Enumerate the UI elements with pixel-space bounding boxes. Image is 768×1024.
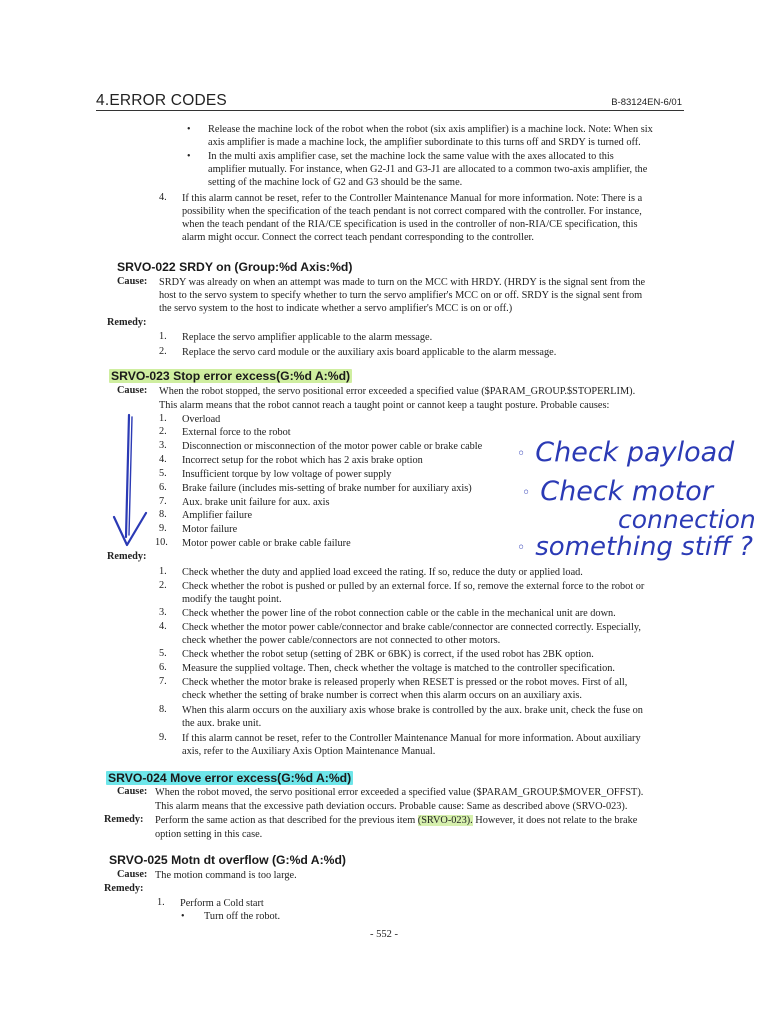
srvo-023-remedy-2-line-1: Check whether the robot is pushed or pulled by an external force. If so, remove the external force to the robot or: [182, 581, 645, 592]
remedy-label: Remedy:: [104, 814, 144, 825]
srvo-022-remedy-1: Replace the servo amplifier applicable to the alarm message.: [182, 332, 433, 343]
srvo-023-remedy-9-line-1: If this alarm cannot be reset, refer to the Controller Maintenance Manual for more information. About auxiliary: [182, 733, 641, 744]
bullet-icon: •: [187, 151, 191, 162]
probable-cause-10: Motor power cable or brake cable failure: [182, 538, 351, 549]
srvo-023-remedy-8-line-2: the aux. brake unit.: [182, 718, 262, 729]
srvo-025-heading: SRVO-025 Motn dt overflow (G:%d A:%d): [109, 853, 346, 867]
probable-cause-1: Overload: [182, 414, 221, 425]
srvo-022-heading: SRVO-022 SRDY on (Group:%d Axis:%d): [117, 260, 353, 274]
handdrawn-down-arrow-icon: [100, 405, 160, 555]
remedy-label: Remedy:: [107, 551, 147, 562]
probable-cause-9: Motor failure: [182, 524, 238, 535]
remedy-label: Remedy:: [104, 883, 144, 894]
page-number: - 552 -: [370, 929, 398, 940]
cause-number: 7.: [159, 496, 167, 507]
remedy-number: 2.: [159, 580, 167, 591]
handwritten-note-check-motor: ◦ Check motor: [522, 476, 713, 507]
srvo-024-cause-line-2: This alarm means that the excessive path deviation occurs. Probable cause: Same as described above (SRVO-023).: [155, 801, 628, 812]
probable-cause-6: Brake failure (includes mis-setting of brake number for auxiliary axis): [182, 483, 472, 494]
intro-bullet-1-line-1: Release the machine lock of the robot when the robot (six axis amplifier) is a machine lock. Note: When six: [208, 124, 653, 135]
srvo-022-remedy-2: Replace the servo card module or the auxiliary axis board applicable to the alarm message.: [182, 347, 557, 358]
header-rule: [96, 110, 684, 111]
intro-item4-line-3: when the teach pendant of the RIA/CE specification is used in the controller of non-RIA/CE specification, this: [182, 219, 638, 230]
cause-number: 4.: [159, 454, 167, 465]
srvo-023-remedy-4-line-2: check whether the power cable/connectors are not connected to other motors.: [182, 635, 501, 646]
cause-number: 3.: [159, 440, 167, 451]
srvo-023-cause-line-2: This alarm means that the robot cannot reach a taught point or cannot keep a taught posture. Probable causes:: [159, 400, 610, 411]
cause-number: 1.: [159, 413, 167, 424]
intro-item-number: 4.: [159, 192, 167, 203]
cause-number: 2.: [159, 426, 167, 437]
intro-bullet-2-line-3: setting of the machine lock of G2 and G3 should be the same.: [208, 177, 463, 188]
srvo-025-remedy-bullet: Turn off the robot.: [204, 911, 281, 922]
srvo-022-cause-line-3: the servo system to the host to indicate whether a servo amplifier's MCC is on or off.): [159, 303, 513, 314]
probable-cause-5: Insufficient torque by low voltage of power supply: [182, 469, 392, 480]
srvo-023-reference: (SRVO-023).: [417, 815, 473, 826]
intro-item4-line-4: alarm might occur. Connect the correct teach pendant corresponding to the controller.: [182, 232, 534, 243]
cause-number: 10.: [155, 537, 168, 548]
intro-item4-line-1: If this alarm cannot be reset, refer to the Controller Maintenance Manual for more information. Note: There is a: [182, 193, 643, 204]
srvo-024-remedy-line-1: Perform the same action as that described for the previous item (SRVO-023). However, it does not relate to the brake: [155, 815, 638, 826]
probable-cause-2: External force to the robot: [182, 427, 291, 438]
remedy-number: 1.: [159, 566, 167, 577]
srvo-023-remedy-7-line-1: Check whether the motor brake is released properly when RESET is pressed or the robot moves. First of all,: [182, 677, 628, 688]
cause-number: 5.: [159, 468, 167, 479]
srvo-025-cause: The motion command is too large.: [155, 870, 297, 881]
remedy-number: 7.: [159, 676, 167, 687]
cause-number: 9.: [159, 523, 167, 534]
srvo-024-remedy-line-2: option setting in this case.: [155, 829, 263, 840]
bullet-icon: •: [187, 124, 191, 135]
remedy-number: 2.: [159, 346, 167, 357]
remedy-number: 4.: [159, 621, 167, 632]
handwritten-note-check-payload: ◦ Check payload: [517, 437, 735, 468]
remedy-number: 1.: [159, 331, 167, 342]
intro-bullet-1-line-2: axis amplifier is made a machine lock, the amplifier subordinate to this turns off and SRDY is turned off.: [208, 137, 641, 148]
srvo-023-title-text: SRVO-023 Stop error excess(G:%d A:%d): [111, 369, 351, 383]
probable-cause-4: Incorrect setup for the robot which has 2 axis brake option: [182, 455, 423, 466]
remedy-number: 6.: [159, 662, 167, 673]
srvo-024-heading: [106, 771, 353, 785]
remedy-number: 8.: [159, 704, 167, 715]
srvo-023-remedy-3-line-1: Check whether the power line of the robot connection cable or the cable in the mechanical unit are down.: [182, 608, 616, 619]
remedy-number: 1.: [157, 897, 165, 908]
srvo-023-remedy-9-line-2: axis, refer to the Auxiliary Axis Option Maintenance Manual.: [182, 746, 436, 757]
cause-number: 6.: [159, 482, 167, 493]
remedy-number: 9.: [159, 732, 167, 743]
srvo-023-remedy-2-line-2: modify the taught point.: [182, 594, 282, 605]
intro-bullet-2-line-2: amplifier mutually. For instance, when G2-J1 and G3-J1 are allocated to a common two-axis amplifier, the: [208, 164, 648, 175]
handwritten-note-connection: connection: [618, 505, 756, 534]
srvo-022-cause-line-1: SRDY was already on when an attempt was made to turn on the MCC with HRDY. (HRDY is the signal sent from the: [159, 277, 646, 288]
srvo-023-remedy-4-line-1: Check whether the motor power cable/connector and brake cable/connector are connected correctly. Especially,: [182, 622, 641, 633]
srvo-025-remedy-1: Perform a Cold start: [180, 898, 264, 909]
cause-label: Cause:: [117, 786, 148, 797]
document-code: B-83124EN-6/01: [611, 97, 682, 108]
remedy-number: 3.: [159, 607, 167, 618]
section-title: 4.ERROR CODES: [96, 92, 227, 109]
probable-cause-8: Amplifier failure: [182, 510, 253, 521]
srvo-023-remedy-6-line-1: Measure the supplied voltage. Then, check whether the voltage is matched to the controller specification.: [182, 663, 615, 674]
probable-cause-3: Disconnection or misconnection of the motor power cable or brake cable: [182, 441, 483, 452]
remedy-number: 5.: [159, 648, 167, 659]
srvo-023-heading: [109, 369, 352, 383]
srvo-024-cause-line-1: When the robot moved, the servo positional error exceeded a specified value ($PARAM_GROUP.$MOVER_OFFST).: [155, 787, 644, 798]
probable-cause-7: Aux. brake unit failure for aux. axis: [182, 497, 330, 508]
handwritten-note-something-stiff: ◦ something stiff ?: [517, 532, 753, 562]
bullet-icon: •: [181, 911, 185, 922]
cause-label: Cause:: [117, 385, 148, 396]
srvo-023-remedy-1-line-1: Check whether the duty and applied load exceed the rating. If so, reduce the duty or applied load.: [182, 567, 583, 578]
srvo-023-remedy-5-line-1: Check whether the robot setup (setting of 2BK or 6BK) is correct, if the used robot has 2BK option.: [182, 649, 594, 660]
srvo-022-cause-line-2: host to the servo system to specify whether to turn the servo amplifier's MCC on or off. SRDY is the signal sent from: [159, 290, 643, 301]
srvo-023-cause-line-1: When the robot stopped, the servo positional error exceeded a specified value ($PARAM_GROUP.$STOPERLIM).: [159, 386, 636, 397]
intro-item4-line-2: possibility when the specification of the teach pendant is not correct compared with the controller. For instance,: [182, 206, 642, 217]
intro-bullet-2-line-1: In the multi axis amplifier case, set the machine lock the same value with the axes allocated to this: [208, 151, 614, 162]
cause-label: Cause:: [117, 276, 148, 287]
srvo-024-title-text: SRVO-024 Move error excess(G:%d A:%d): [108, 771, 352, 785]
cause-label: Cause:: [117, 869, 148, 880]
srvo-023-remedy-8-line-1: When this alarm occurs on the auxiliary axis whose brake is controlled by the aux. brake unit, check the fuse on: [182, 705, 643, 716]
remedy-label: Remedy:: [107, 317, 147, 328]
srvo-023-remedy-7-line-2: check whether the setting of brake number is correct when this alarm occurs on an auxiliary axis.: [182, 690, 583, 701]
cause-number: 8.: [159, 509, 167, 520]
